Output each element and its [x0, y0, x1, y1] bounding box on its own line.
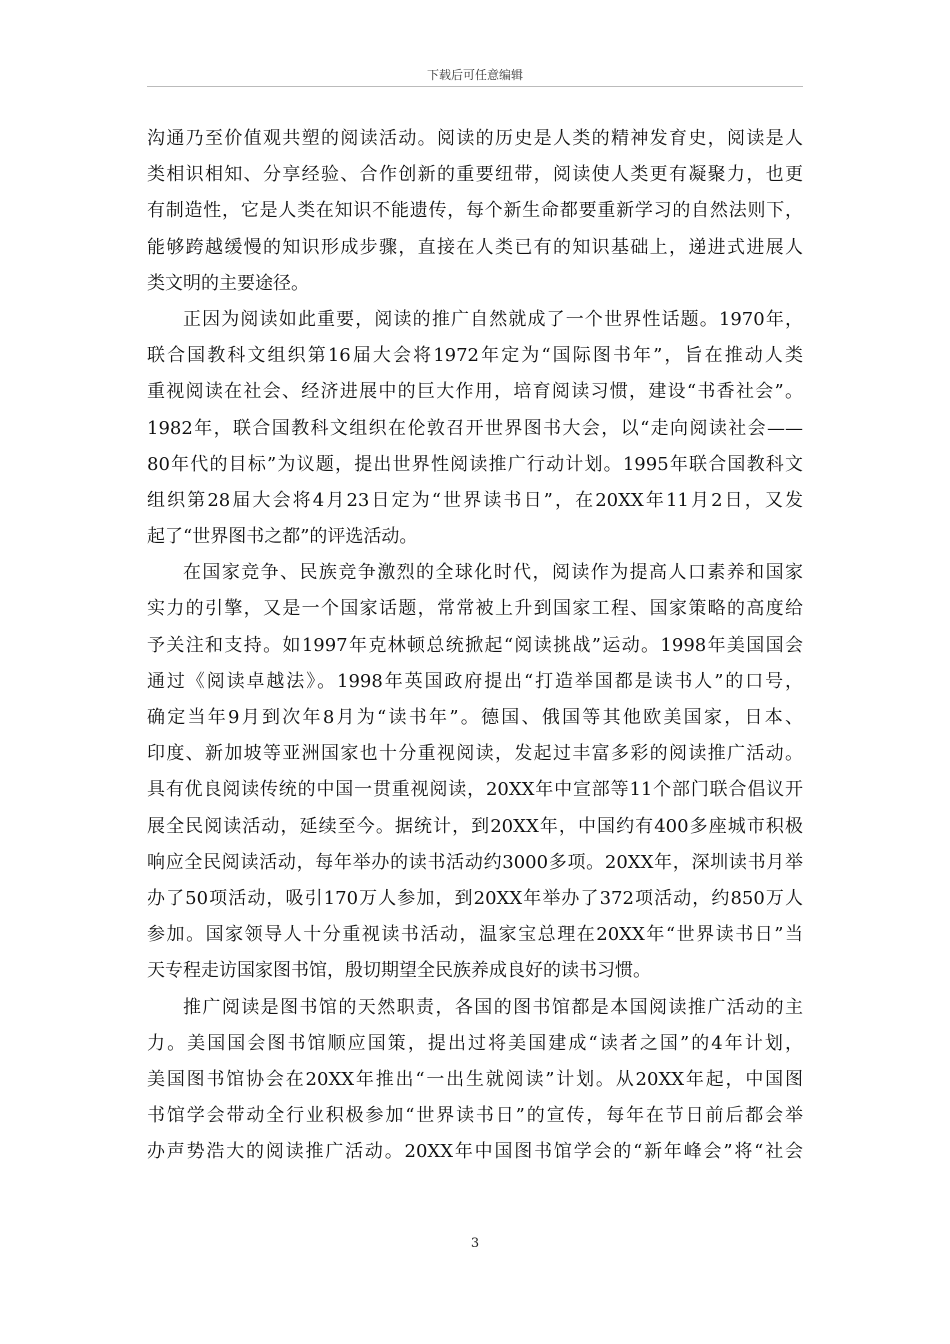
text-line: 80年代的目标”为议题，提出世界性阅读推广行动计划。1995年联合国教科文 — [147, 453, 803, 475]
text-line: 组织第28届大会将4月23日定为“世界读书日”，在20XX年11月2日，又发 — [147, 489, 803, 511]
text-line: 类文明的主要途径。 — [147, 272, 309, 294]
text-line: 确定当年9月到次年8月为“读书年”。德国、俄国等其他欧美国家，日本、 — [147, 707, 803, 728]
page-header: 下载后可任意编辑 — [426, 68, 523, 82]
text-line: 响应全民阅读活动，每年举办的读书活动约3000多项。20XX年，深圳读书月举 — [147, 851, 803, 873]
paragraph — [147, 121, 803, 302]
text-line: 印度、新加坡等亚洲国家也十分重视阅读，发起过丰富多彩的阅读推广活动。 — [147, 743, 803, 765]
paragraph — [147, 990, 803, 1171]
text-line: 沟通乃至价值观共塑的阅读活动。阅读的历史是人类的精神发育史，阅读是人 — [147, 128, 803, 149]
text-line: 起了“世界图书之都”的评选活动。 — [147, 526, 418, 548]
document-body — [147, 121, 803, 1170]
text-line: 推广阅读是图书馆的天然职责，各国的图书馆都是本国阅读推广活动的主 — [183, 996, 803, 1018]
text-line: 在国家竞争、民族竞争激烈的全球化时代，阅读作为提高人口素养和国家 — [183, 562, 803, 584]
text-line: 力。美国国会图书馆顺应国策，提出过将美国建成“读者之国”的4年计划， — [147, 1032, 803, 1054]
text-line: 类相识相知、分享经验、合作创新的重要纽带，阅读使人类更有凝聚力，也更 — [147, 164, 803, 186]
page-number: 3 — [470, 1236, 480, 1251]
text-line: 予关注和支持。如1997年克林顿总统掀起“阅读挑战”运动。1998年美国国会 — [147, 634, 803, 656]
text-line: 通过《阅读卓越法》。1998年英国政府提出“打造举国都是读书人”的口号， — [147, 670, 803, 692]
text-line: 展全民阅读活动，延续至今。据统计，到20XX年，中国约有400多座城市积极 — [147, 815, 803, 837]
text-line: 美国图书馆协会在20XX年推出“一出生就阅读”计划。从20XX年起，中国图 — [147, 1068, 803, 1090]
text-line: 1982年，联合国教科文组织在伦敦召开世界图书大会，以“走向阅读社会—— — [147, 417, 803, 439]
text-line: 正因为阅读如此重要，阅读的推广自然就成了一个世界性话题。1970年， — [183, 308, 803, 330]
text-line: 书馆学会带动全行业积极参加“世界读书日”的宣传，每年在节日前后都会举 — [147, 1105, 803, 1127]
text-line: 办了50项活动，吸引170万人参加，到20XX年举办了372项活动，约850万人 — [147, 887, 803, 909]
text-line: 实力的引擎，又是一个国家话题，常常被上升到国家工程、国家策略的高度给 — [147, 598, 803, 620]
text-line: 联合国教科文组织第16届大会将1972年定为“国际图书年”，旨在推动人类 — [147, 345, 803, 367]
paragraph — [147, 302, 803, 555]
paragraph — [147, 555, 803, 989]
text-line: 具有优良阅读传统的中国一贯重视阅读，20XX年中宣部等11个部门联合倡议开 — [147, 779, 803, 801]
text-line: 能够跨越缓慢的知识形成步骤，直接在人类已有的知识基础上，递进式进展人 — [147, 236, 803, 258]
text-line: 重视阅读在社会、经济进展中的巨大作用，培育阅读习惯，建设“书香社会”。 — [147, 381, 803, 403]
header-divider — [147, 86, 803, 87]
text-line: 办声势浩大的阅读推广活动。20XX年中国图书馆学会的“新年峰会”将“社会 — [147, 1141, 803, 1163]
text-line: 参加。国家领导人十分重视读书活动，温家宝总理在20XX年“世界读书日”当 — [147, 924, 803, 946]
text-line: 有制造性，它是人类在知识不能遗传，每个新生命都要重新学习的自然法则下， — [147, 200, 803, 222]
text-line: 天专程走访国家图书馆，殷切期望全民族养成良好的读书习惯。 — [147, 960, 651, 982]
